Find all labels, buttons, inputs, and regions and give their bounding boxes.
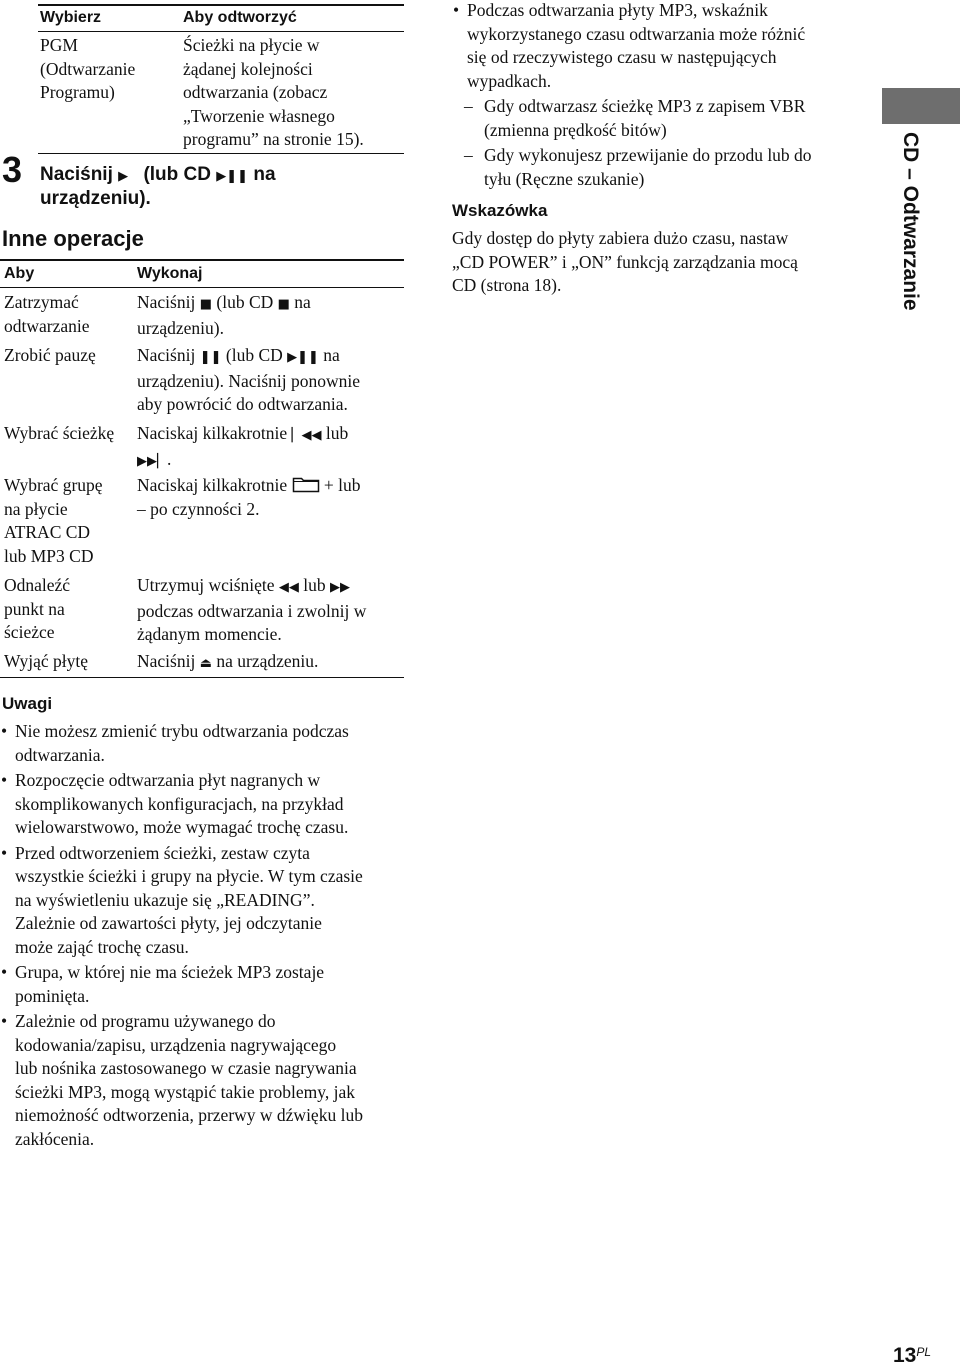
list-item: • Grupa, w której nie ma ścieżek MP3 zostaje pominięta. (0, 961, 405, 1008)
pgm-cell: PGM (Odtwarzanie Programu) (40, 35, 136, 102)
ops-row-pause-wykonaj: Naciśnij ❚❚ (lub CD ▶❚❚ na urządzeniu). Naciśnij ponownie aby powrócić do odtwarzania. (137, 345, 361, 414)
ops-row-stop-aby: Zatrzymać odtwarzanie (4, 292, 90, 336)
section-title-inne-operacje: Inne operacje (2, 226, 144, 251)
ops-table-top-rule (0, 259, 404, 261)
col-header-wykonaj: Wykonaj (137, 265, 203, 282)
list-item: – Gdy odtwarzasz ścieżkę MP3 z zapisem VBR (zmienna prędkość bitów) (452, 95, 864, 142)
ops-row-search-aby: Odnaleźć punkt na ścieżce (4, 575, 71, 642)
play-pause-icon: ▶❚❚ (216, 169, 249, 184)
rewind-icon: ◀◀ (278, 580, 299, 595)
stop-icon: ■ (277, 297, 290, 312)
tip-title: Wskazówka (452, 201, 548, 220)
stop-icon: ■ (199, 297, 212, 312)
col-header-wybierz: Wybierz (40, 9, 102, 26)
fast-forward-icon: ▶▶ (330, 580, 351, 595)
page-number-suffix: PL (916, 1345, 932, 1359)
step3-instruction: Naciśnij ▶ (lub CD ▶❚❚ na (40, 164, 276, 185)
table-top-rule (38, 4, 404, 6)
play-icon: ▶ (118, 169, 129, 184)
table-bottom-rule (38, 153, 404, 154)
col-header-aby-odtworzyc: Aby odtworzyć (183, 9, 297, 26)
side-section-tab (882, 88, 960, 340)
step-number: 3 (2, 149, 23, 190)
pause-icon: ❚❚ (199, 350, 222, 365)
ops-row-stop-wykonaj: Naciśnij ■ (lub CD ■ na urządzeniu). (137, 292, 311, 338)
page-number: $13^{PL}$ (893, 1344, 932, 1367)
mp3-time-note (452, 0, 864, 93)
folder-icon (292, 475, 320, 493)
ops-row-group-wykonaj: Naciskaj kilkakrotnie + lub – po czynności 2. (137, 475, 361, 519)
ops-row-track-aby: Wybrać ścieżkę (4, 423, 115, 443)
ops-row-search-wykonaj: Utrzymuj wciśnięte ◀◀ lub ▶▶ podczas odtwarzania i zwolnij w żądanym momencie. (137, 575, 367, 644)
list-item: • Zależnie od programu używanego do kodowania/zapisu, urządzenia nagrywającego lub nośnika zastosowanego w czasie nagrywania ścieżki MP3, mogą wystąpić takie problemy, jak niemożność odtworzenia, przerwy w dźwięku lub zakłócenia. (0, 1010, 405, 1151)
notes-list (0, 720, 405, 1153)
ops-table-bottom-rule (0, 677, 404, 678)
notes-title: Uwagi (2, 694, 53, 713)
right-column (452, 0, 864, 298)
side-tab-bar (882, 88, 960, 124)
eject-icon: ⏏ (199, 656, 212, 671)
tip-text: Gdy dostęp do płyty zabiera dużo czasu, nastaw „CD POWER” i „ON” funkcją zarządzania mocą CD (strona 18). (452, 228, 798, 295)
ops-row-eject-wykonaj: Naciśnij ⏏ na urządzeniu. (137, 651, 319, 671)
play-pause-icon: ▶❚❚ (287, 350, 319, 365)
list-item: • Rozpoczęcie odtwarzania płyt nagranych w skomplikowanych konfiguracjach, na przykład wielowarstwowo, może wymagać trochę czasu. (0, 769, 405, 840)
ops-table-header-rule (0, 287, 404, 288)
step3-instruction-line2: urządzeniu). (40, 188, 151, 209)
list-item: • Przed odtworzeniem ścieżki, zestaw czyta wszystkie ścieżki i grupy na płycie. W tym czasie na wyświetleniu ukazuje się „READING”. Zależnie od zawartości płyty, jej odczytanie może zająć trochę czasu. (0, 842, 405, 960)
list-item: – Gdy wykonujesz przewijanie do przodu lub do tyłu (Ręczne szukanie) (452, 144, 864, 191)
next-track-icon: ▶▶▏ (137, 453, 167, 469)
col-header-aby: Aby (4, 265, 35, 282)
ops-row-pause-aby: Zrobić pauzę (4, 345, 96, 365)
ops-row-eject-aby: Wyjąć płytę (4, 651, 88, 671)
previous-track-icon: ▏◀◀ (291, 428, 322, 443)
side-tab-label: CD – Odtwarzanie (899, 132, 922, 311)
list-item: • Nie możesz zmienić trybu odtwarzania podczas odtwarzania. (0, 720, 405, 767)
ops-row-track-wykonaj: Naciskaj kilkakrotnie ▏◀◀ lub ▶▶▏. (137, 423, 349, 469)
ops-row-group-aby: Wybrać grupę na płycie ATRAC CD lub MP3 CD (4, 475, 103, 566)
table-header-rule (38, 31, 404, 32)
pgm-description-cell: Ścieżki na płycie w żądanej kolejności odtwarzania (zobacz „Tworzenie własnego programu” na stronie 15). (183, 35, 364, 149)
list-item: • Podczas odtwarzania płyty MP3, wskaźnik wykorzystanego czasu odtwarzania może różnić się od rzeczywistego czasu w następujących wypadkach. (452, 0, 864, 93)
